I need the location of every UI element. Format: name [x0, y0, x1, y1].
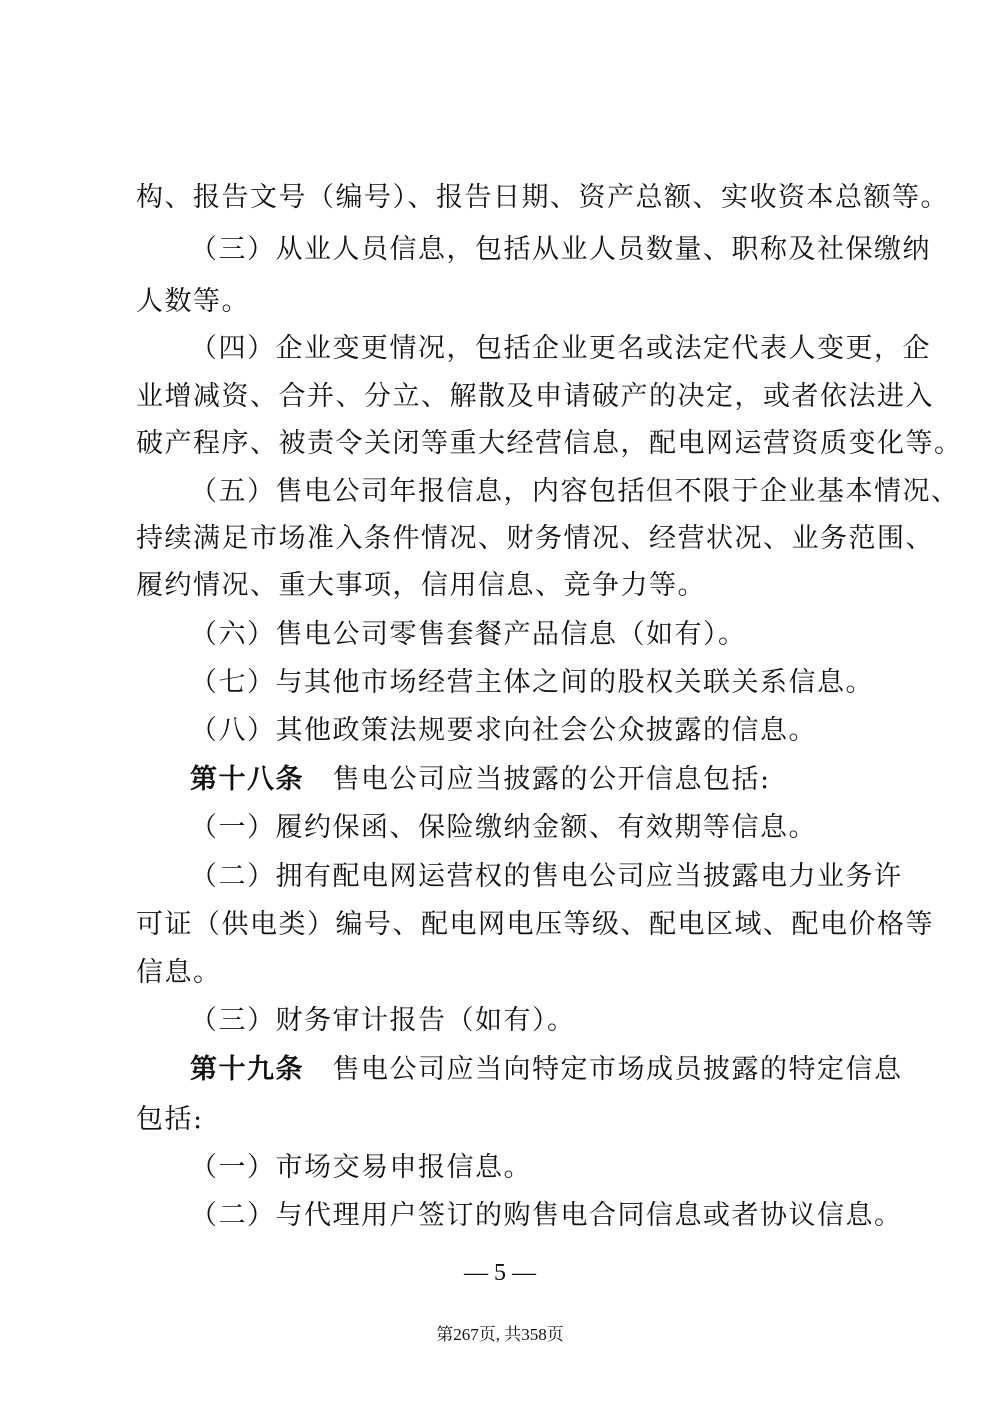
text-line: 业增减资、合并、分立、解散及申请破产的决定，或者依法进入: [136, 381, 934, 412]
text-line: （六）售电公司零售套餐产品信息（如有）。: [190, 619, 747, 650]
text-line: （二）拥有配电网运营权的售电公司应当披露电力业务许: [190, 861, 903, 892]
page-footer: 第267页, 共358页: [436, 1325, 564, 1344]
text-line: （八）其他政策法规要求向社会公众披露的信息。: [190, 715, 817, 746]
text-line: （七）与其他市场经营主体之间的股权关联关系信息。: [190, 667, 874, 698]
text-line: 履约情况、重大事项，信用信息、竞争力等。: [136, 570, 706, 601]
text-line: （一）履约保函、保险缴纳金额、有效期等信息。: [190, 812, 817, 843]
text-line: 信息。: [136, 957, 222, 988]
text-line: （一）市场交易申报信息。: [190, 1152, 532, 1183]
text-line: （五）售电公司年报信息，内容包括但不限于企业基本情况、: [190, 476, 960, 507]
text-line: 破产程序、被责令关闭等重大经营信息，配电网运营资质变化等。: [136, 428, 963, 459]
text-line: 构、报告文号（编号）、报告日期、资产总额、实收资本总额等。: [136, 182, 949, 213]
text-line: 人数等。: [136, 286, 250, 317]
text-line: 持续满足市场准入条件情况、财务情况、经营状况、业务范围、: [136, 523, 934, 554]
article-19-heading: 第十九条: [190, 1054, 304, 1085]
text-line: 包括:: [136, 1104, 204, 1135]
article-18-heading: 第十八条: [190, 764, 304, 795]
article-19-text: 售电公司应当向特定市场成员披露的特定信息: [332, 1054, 903, 1085]
page-number: — 5 —: [464, 1260, 536, 1286]
article-18-text: 售电公司应当披露的公开信息包括:: [332, 764, 771, 795]
text-line: （三）从业人员信息，包括从业人员数量、职称及社保缴纳: [190, 234, 931, 265]
article-18-line: [190, 760, 876, 800]
article-19-line: [190, 1050, 903, 1090]
text-line: 可证（供电类）编号、配电网电压等级、配电区域、配电价格等: [136, 909, 934, 940]
text-line: （三）财务审计报告（如有）。: [190, 1005, 576, 1036]
text-line: （二）与代理用户签订的购售电合同信息或者协议信息。: [190, 1200, 903, 1231]
text-line: （四）企业变更情况，包括企业更名或法定代表人变更，企: [190, 333, 931, 364]
